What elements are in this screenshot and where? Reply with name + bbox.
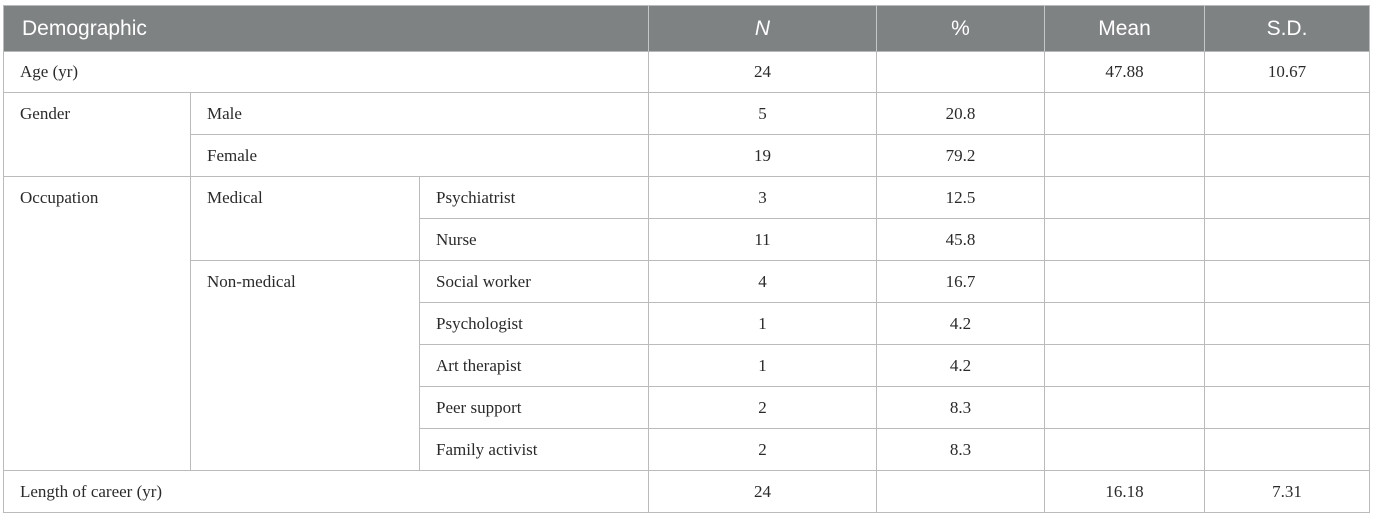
peer-support-n: 2 [649,387,877,429]
family-activist-sd [1205,429,1370,471]
family-activist-label: Family activist [420,429,649,471]
psychologist-sd [1205,303,1370,345]
header-percent: % [877,6,1045,52]
header-n: N [649,6,877,52]
career-mean: 16.18 [1045,471,1205,513]
psychiatrist-label: Psychiatrist [420,177,649,219]
table-row-social-worker [4,261,1370,303]
social-worker-pct: 16.7 [877,261,1045,303]
art-therapist-mean [1045,345,1205,387]
gender-label: Gender [4,93,191,177]
header-demographic: Demographic [4,6,649,52]
psychologist-mean [1045,303,1205,345]
nurse-mean [1045,219,1205,261]
family-activist-n: 2 [649,429,877,471]
male-label: Male [191,93,649,135]
career-pct [877,471,1045,513]
male-pct: 20.8 [877,93,1045,135]
age-n: 24 [649,52,877,93]
family-activist-mean [1045,429,1205,471]
social-worker-n: 4 [649,261,877,303]
art-therapist-n: 1 [649,345,877,387]
female-mean [1045,135,1205,177]
header-row [4,6,1370,52]
psychiatrist-sd [1205,177,1370,219]
psychologist-label: Psychologist [420,303,649,345]
peer-support-sd [1205,387,1370,429]
table-row-psychiatrist [4,177,1370,219]
header-mean: Mean [1045,6,1205,52]
age-pct [877,52,1045,93]
psychiatrist-mean [1045,177,1205,219]
art-therapist-label: Art therapist [420,345,649,387]
nurse-sd [1205,219,1370,261]
table-row-career [4,471,1370,513]
nurse-label: Nurse [420,219,649,261]
psychologist-pct: 4.2 [877,303,1045,345]
table-row-female [4,135,1370,177]
peer-support-pct: 8.3 [877,387,1045,429]
occupation-label: Occupation [4,177,191,471]
peer-support-mean [1045,387,1205,429]
psychologist-n: 1 [649,303,877,345]
male-mean [1045,93,1205,135]
social-worker-sd [1205,261,1370,303]
age-mean: 47.88 [1045,52,1205,93]
social-worker-label: Social worker [420,261,649,303]
female-pct: 79.2 [877,135,1045,177]
art-therapist-pct: 4.2 [877,345,1045,387]
nurse-pct: 45.8 [877,219,1045,261]
nonmedical-label: Non-medical [191,261,420,471]
art-therapist-sd [1205,345,1370,387]
female-sd [1205,135,1370,177]
age-sd: 10.67 [1205,52,1370,93]
male-sd [1205,93,1370,135]
demographics-table [3,5,1370,513]
psychiatrist-pct: 12.5 [877,177,1045,219]
nurse-n: 11 [649,219,877,261]
header-sd: S.D. [1205,6,1370,52]
female-label: Female [191,135,649,177]
career-n: 24 [649,471,877,513]
age-label: Age (yr) [4,52,649,93]
female-n: 19 [649,135,877,177]
psychiatrist-n: 3 [649,177,877,219]
male-n: 5 [649,93,877,135]
peer-support-label: Peer support [420,387,649,429]
career-sd: 7.31 [1205,471,1370,513]
social-worker-mean [1045,261,1205,303]
career-label: Length of career (yr) [4,471,649,513]
table-row-male [4,93,1370,135]
family-activist-pct: 8.3 [877,429,1045,471]
table-row-age [4,52,1370,93]
medical-label: Medical [191,177,420,261]
